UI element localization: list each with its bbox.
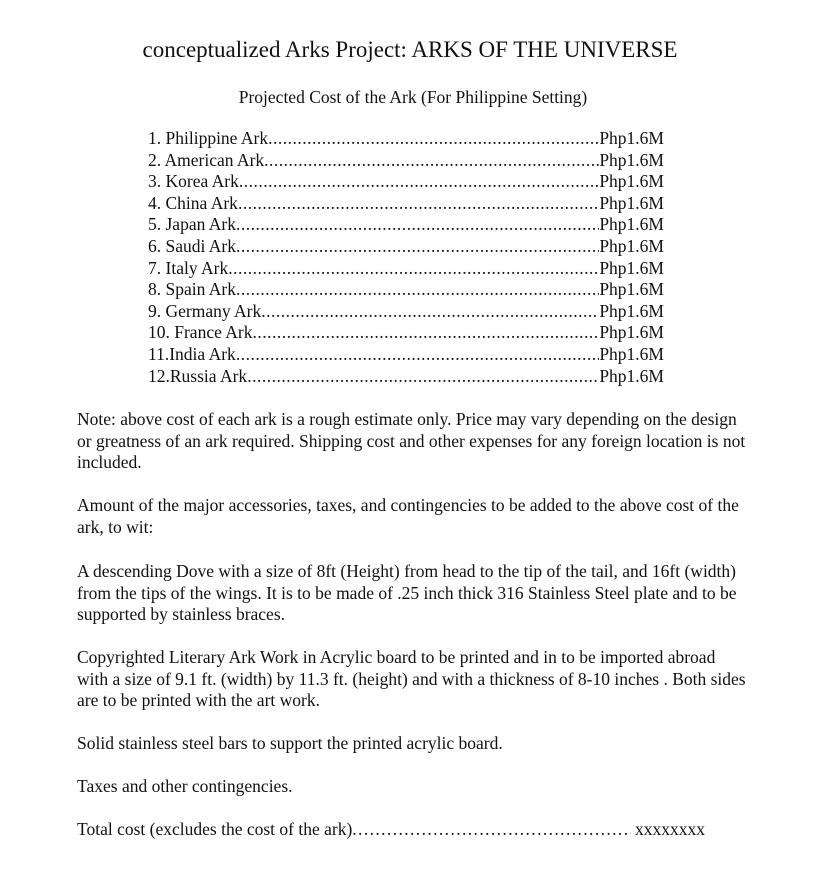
dot-leader xyxy=(239,171,599,193)
ark-label: 12.Russia Ark xyxy=(148,365,248,386)
list-item xyxy=(148,344,664,366)
ark-label: 11.India Ark xyxy=(148,343,236,364)
note-paragraph: Note: above cost of each ark is a rough estimate only. Price may vary depending on the design or greatness of an ark required. Shipping cost and other expenses for any foreign location is not included. xyxy=(77,409,746,473)
taxes-paragraph: Taxes and other contingencies. xyxy=(77,776,293,796)
ark-label: 6. Saudi Ark xyxy=(148,235,236,256)
ark-label: 7. Italy Ark xyxy=(148,257,229,278)
dot-leader xyxy=(236,214,599,236)
ark-price: Php1.6M xyxy=(599,257,664,278)
list-item xyxy=(148,193,664,215)
accessories-intro-paragraph: Amount of the major accessories, taxes, and contingencies to be added to the above cost of the ark, to wit: xyxy=(77,495,739,537)
dot-leader xyxy=(352,819,631,841)
ark-label: 8. Spain Ark xyxy=(148,279,236,300)
ark-price: Php1.6M xyxy=(599,279,664,300)
dot-leader xyxy=(236,236,599,258)
total-cost-label: Total cost (excludes the cost of the ark) xyxy=(77,819,353,839)
document-subtitle: Projected Cost of the Ark (For Philippine Setting) xyxy=(238,87,588,107)
ark-price: Php1.6M xyxy=(599,343,664,364)
dot-leader xyxy=(238,193,599,215)
dot-leader xyxy=(253,322,600,344)
list-item xyxy=(148,236,664,258)
ark-cost-list xyxy=(148,128,664,387)
dot-leader xyxy=(261,301,599,323)
ark-price: Php1.6M xyxy=(599,365,664,386)
list-item xyxy=(148,128,664,150)
total-cost-value: xxxxxxxx xyxy=(635,819,705,839)
list-item xyxy=(148,214,664,236)
ark-label: 3. Korea Ark xyxy=(148,171,239,192)
ark-label: 9. Germany Ark xyxy=(148,300,262,321)
list-item xyxy=(148,279,664,301)
ark-label: 1. Philippine Ark xyxy=(148,128,269,148)
ark-price: Php1.6M xyxy=(599,192,664,213)
ark-label: 5. Japan Ark xyxy=(148,214,236,235)
literary-ark-paragraph: Copyrighted Literary Ark Work in Acrylic board to be printed and in to be imported abroad with a size of 9.1 ft. (width) by 11.3 ft. (height) and with a thickness of 8-10 inches . Both sides are to be printed with the art work. xyxy=(77,647,746,711)
ark-price: Php1.6M xyxy=(599,214,664,235)
list-item xyxy=(148,366,664,388)
ark-label: 4. China Ark xyxy=(148,192,238,213)
ark-label: 2. American Ark xyxy=(148,149,265,170)
list-item xyxy=(148,301,664,323)
ark-price: Php1.6M xyxy=(599,300,664,321)
dot-leader xyxy=(228,258,599,280)
list-item xyxy=(148,258,664,280)
ark-price: Php1.6M xyxy=(599,322,664,343)
dot-leader xyxy=(236,279,599,301)
ark-price: Php1.6M xyxy=(599,128,664,148)
list-item xyxy=(148,150,664,172)
ark-label: 10. France Ark xyxy=(148,322,253,343)
document-title: conceptualized Arks Project: ARKS OF THE UNIVERSE xyxy=(142,37,678,62)
ark-price: Php1.6M xyxy=(599,235,664,256)
dot-leader xyxy=(264,150,599,172)
ark-price: Php1.6M xyxy=(599,149,664,170)
dove-paragraph: A descending Dove with a size of 8ft (Height) from head to the tip of the tail, and 16ft (width) from the tips of the wings. It is to be made of .25 inch thick 316 Stainless Steel plate and to be supported by stainless braces. xyxy=(77,561,737,625)
steel-bars-paragraph: Solid stainless steel bars to support the printed acrylic board. xyxy=(77,733,503,753)
ark-price: Php1.6M xyxy=(599,171,664,192)
dot-leader xyxy=(236,344,600,366)
dot-leader xyxy=(247,366,599,388)
total-cost-row xyxy=(77,819,705,841)
dot-leader xyxy=(268,128,599,150)
list-item xyxy=(148,322,664,344)
list-item xyxy=(148,171,664,193)
